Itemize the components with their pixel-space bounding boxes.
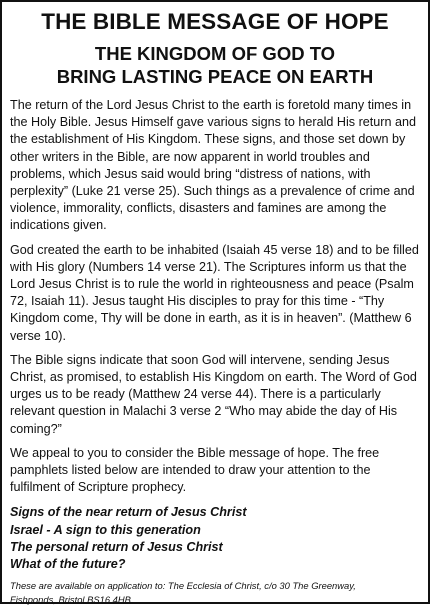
paragraph-signs-of-return: The return of the Lord Jesus Christ to the earth is foretold many times in the Holy Bible. Jesus Himself gave various signs to herald His return and the establishment of His Kingdom. These signs, and those set down by other writers in the Bible, are now apparent in world troubles and problems, which Jesus said would bring “distress of nations, with perplexity” (Luke 21 verse 25). Such things as a prevalence of crime and violence, immorality, conflicts, disasters and famines are among the indications given. <box>10 98 416 233</box>
paragraph-appeal: We appeal to you to consider the Bible message of hope. The free pamphlets listed below are intended to draw your attention to the fulfilment of Scripture prophecy. <box>10 445 380 495</box>
paragraph-kingdom-purpose: God created the earth to be inhabited (Isaiah 45 verse 18) and to be filled with His glory (Numbers 14 verse 21). The Scriptures inform us that the Lord Jesus Christ is to rule the world in righteousness and peace (Psalm 72, Isaiah 11). Jesus taught His disciples to pray for this time - “Thy Kingdom come, Thy will be done in earth, as it is in heaven”. (Matthew 6 verse 10). <box>10 242 419 343</box>
leaflet-title: THE BIBLE MESSAGE OF HOPE <box>41 9 389 34</box>
subtitle-line-1: THE KINGDOM OF GOD TO <box>94 43 336 64</box>
pamphlet-title: Signs of the near return of Jesus Christ <box>10 505 247 520</box>
leaflet-subtitle <box>10 42 420 88</box>
subtitle-line-2: BRING LASTING PEACE ON EARTH <box>56 66 374 87</box>
paragraph-god-will-intervene: The Bible signs indicate that soon God will intervene, sending Jesus Christ, as promised, to establish His Kingdom on earth. The Word of God urges us to be ready (Matthew 24 verse 44). There is a particularly relevant question in Malachi 3 verse 2 “Who may abide the day of His coming?” <box>10 352 417 436</box>
availability-note-line-2: Fishponds, Bristol BS16 4HB. <box>10 593 134 605</box>
pamphlet-title: What of the future? <box>10 557 126 572</box>
availability-note <box>10 579 420 606</box>
availability-note-line-1: These are available on application to: The Ecclesia of Christ, c/o 30 The Greenway, <box>10 580 356 592</box>
pamphlet-title: Israel - A sign to this generation <box>10 522 201 537</box>
pamphlet-title: The personal return of Jesus Christ <box>10 539 223 554</box>
pamphlet-list <box>10 504 420 573</box>
